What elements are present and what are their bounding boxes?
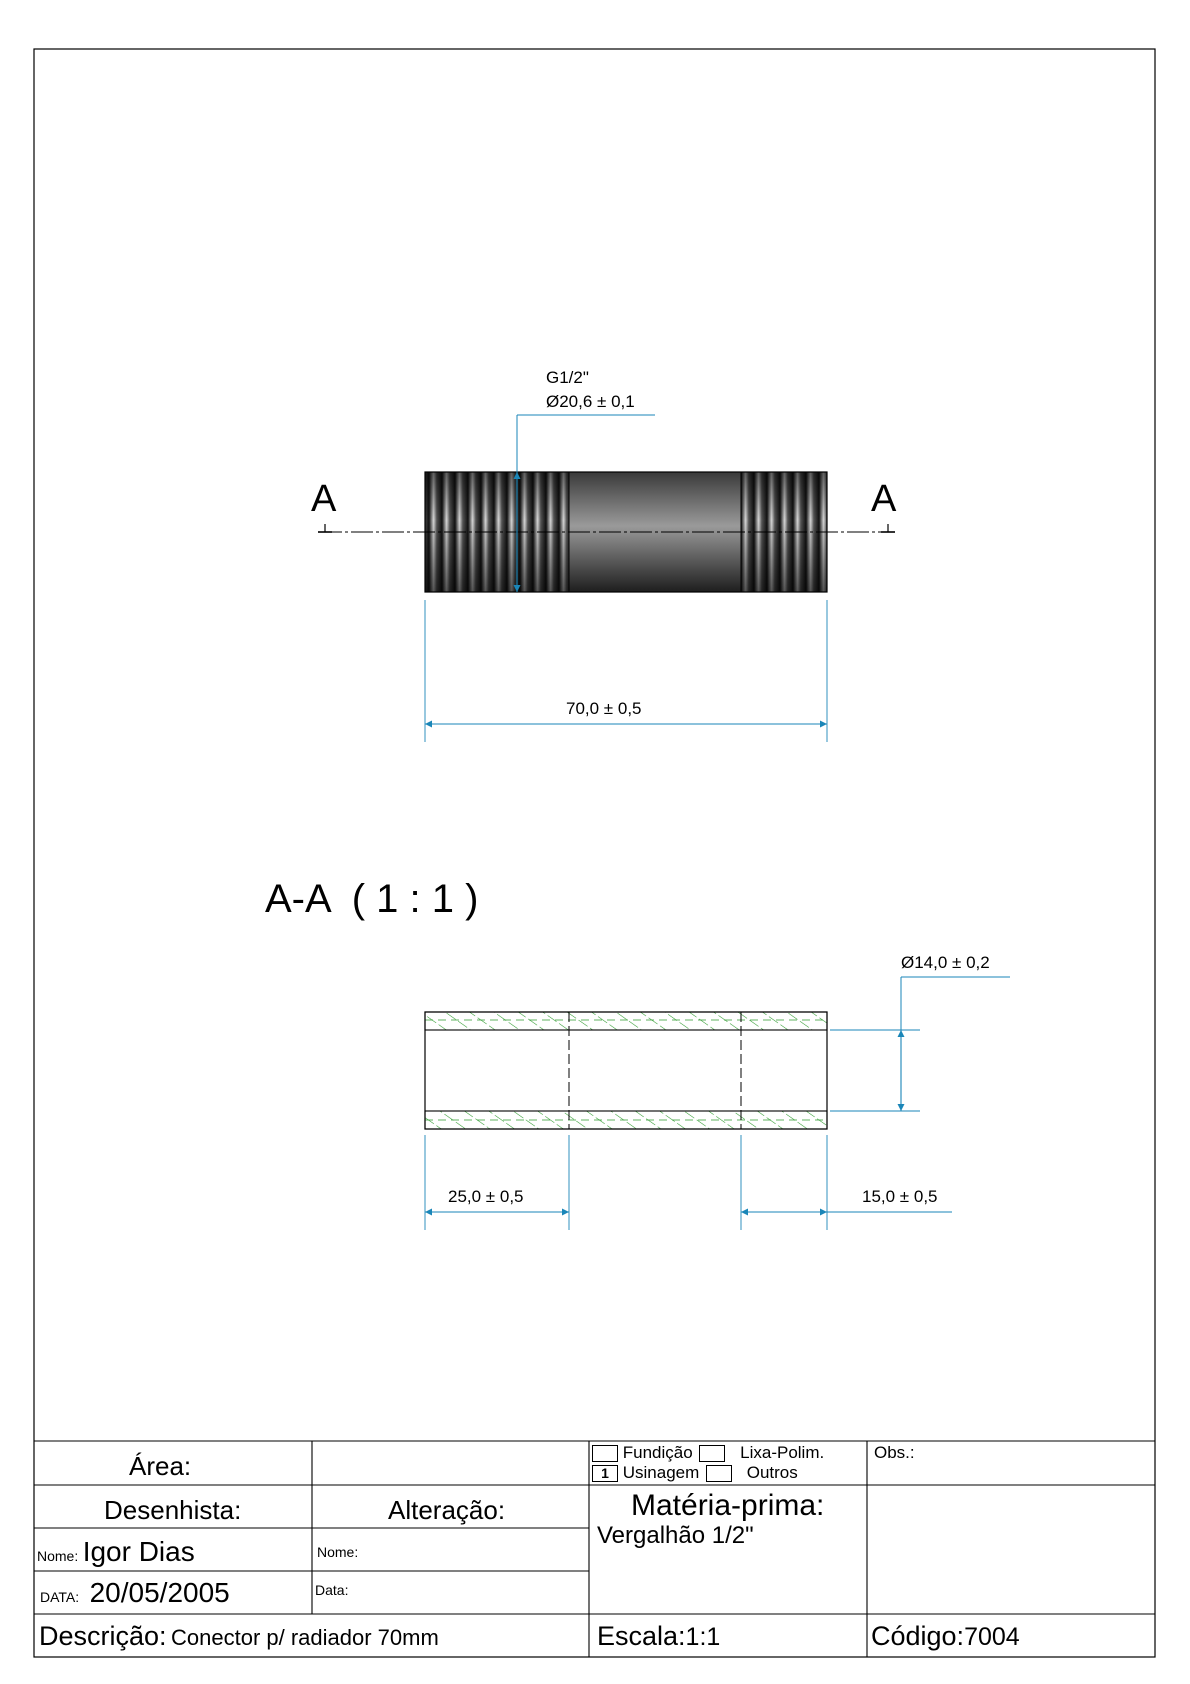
section-mark-right: A xyxy=(871,478,897,520)
date-label: DATA: xyxy=(40,1589,80,1605)
process-usinagem: 1 Usinagem Outros xyxy=(592,1463,798,1483)
outros-checkbox[interactable] xyxy=(706,1465,732,1482)
dim-bore-diameter xyxy=(830,953,1010,1111)
section-view xyxy=(425,1012,827,1129)
dim-right-thread-length xyxy=(741,1135,952,1230)
material-label: Matéria-prima: xyxy=(631,1489,825,1522)
change-date-label: Data: xyxy=(315,1582,349,1598)
top-wall-hatch xyxy=(425,1012,827,1030)
bore-diameter-label: Ø14,0 ± 0,2 xyxy=(901,953,990,972)
name-row xyxy=(37,1536,195,1568)
section-title: A-A ( 1 : 1 ) xyxy=(265,877,479,921)
area-label: Área: xyxy=(129,1451,192,1481)
material-value: Vergalhão 1/2" xyxy=(597,1522,754,1549)
name-label: Nome: xyxy=(37,1548,79,1564)
scale-label: Escala: xyxy=(597,1621,686,1651)
section-mark-left: A xyxy=(311,478,337,520)
change-name-label: Nome: xyxy=(317,1544,359,1560)
code-value: 7004 xyxy=(964,1623,1020,1651)
right-thread-length-label: 15,0 ± 0,5 xyxy=(862,1187,938,1206)
drawing-frame xyxy=(34,49,1155,1657)
scale-value: 1:1 xyxy=(685,1623,721,1651)
date-value: 20/05/2005 xyxy=(89,1577,230,1608)
description-label: Descrição: xyxy=(39,1621,167,1651)
date-row xyxy=(40,1577,230,1609)
usinagem-checkbox[interactable]: 1 xyxy=(592,1465,618,1482)
thread-diameter-label: Ø20,6 ± 0,1 xyxy=(546,392,635,411)
thread-spec-label: G1/2" xyxy=(546,368,589,387)
description-row xyxy=(39,1621,439,1652)
change-label: Alteração: xyxy=(388,1495,506,1525)
lixa-polim-checkbox[interactable] xyxy=(699,1445,725,1462)
overall-length-label: 70,0 ± 0,5 xyxy=(566,699,642,718)
scale-row xyxy=(597,1621,720,1652)
name-value: Igor Dias xyxy=(82,1536,195,1567)
dim-left-thread-length xyxy=(425,1135,569,1230)
obs-label: Obs.: xyxy=(874,1443,915,1462)
fundicao-checkbox[interactable] xyxy=(592,1445,618,1462)
left-thread-length-label: 25,0 ± 0,5 xyxy=(448,1187,524,1206)
process-fundicao: Fundição Lixa-Polim. xyxy=(592,1443,824,1463)
code-row xyxy=(871,1621,1020,1652)
code-label: Código: xyxy=(871,1621,965,1651)
description-value: Conector p/ radiador 70mm xyxy=(171,1625,439,1650)
dim-overall-length xyxy=(425,600,827,742)
drafter-label: Desenhista: xyxy=(104,1495,242,1525)
